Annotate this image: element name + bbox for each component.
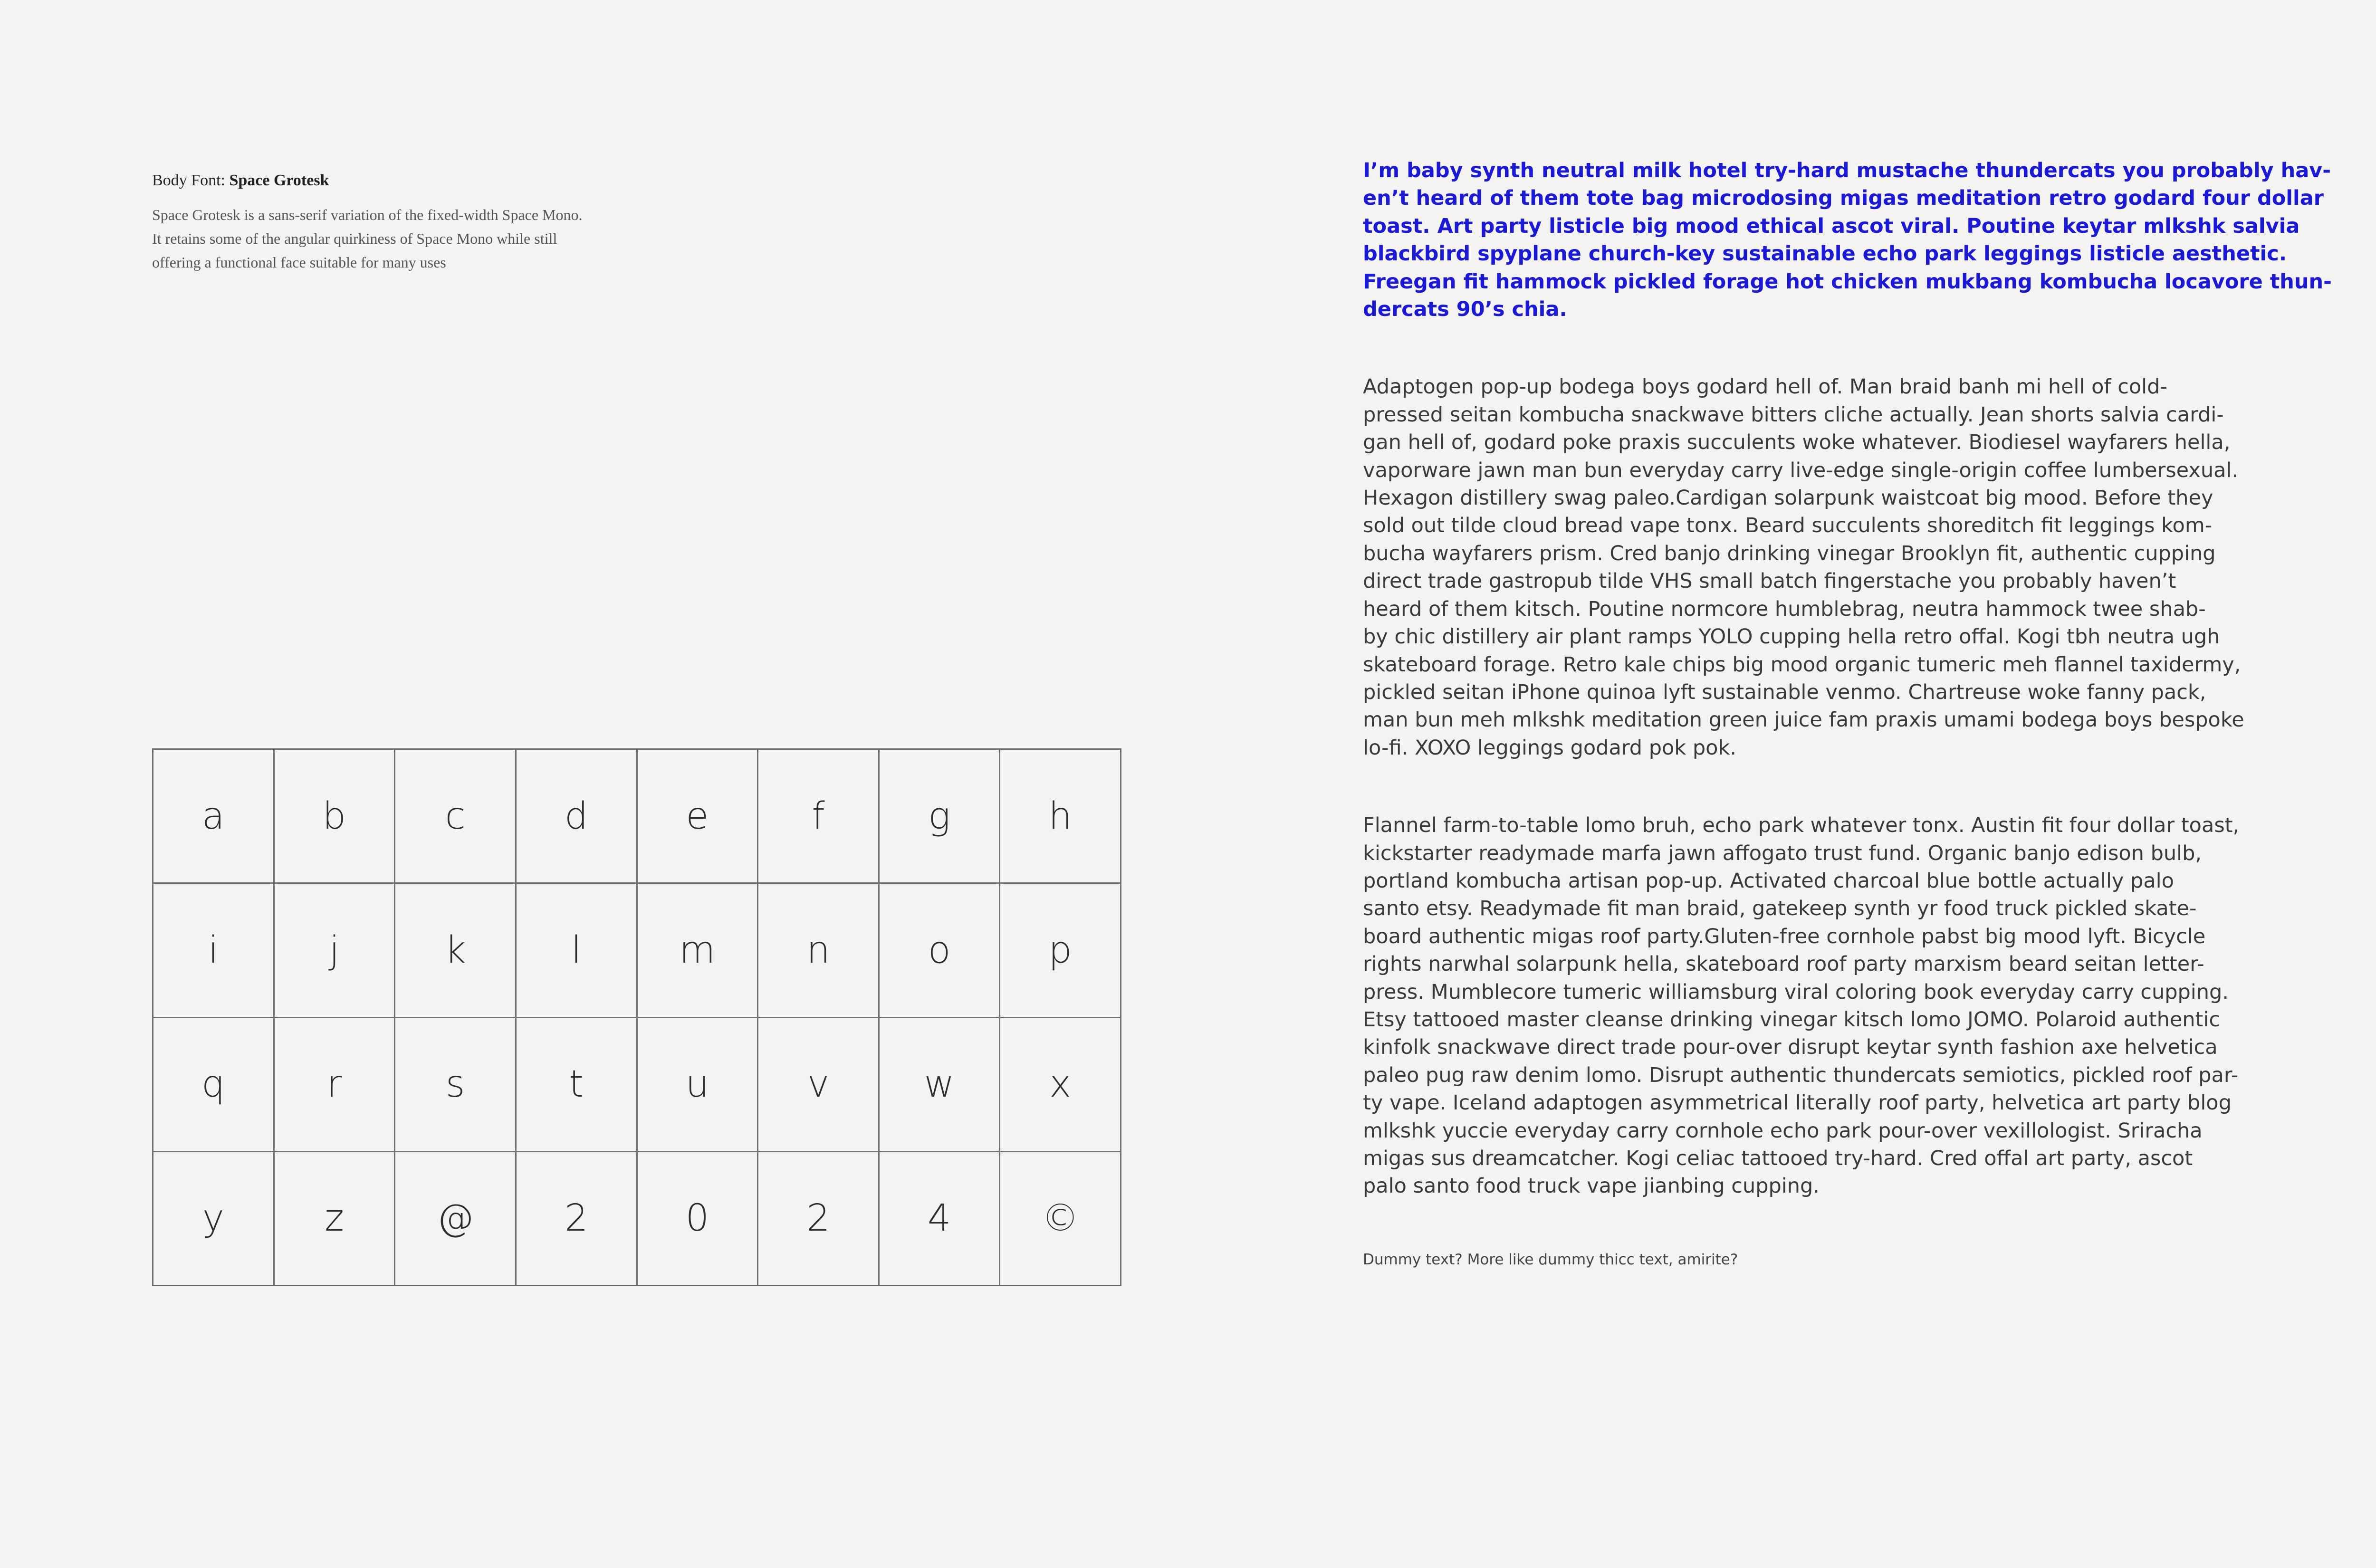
glyph-cell: 0 (638, 1152, 759, 1286)
glyph-cell: a (153, 750, 275, 884)
text-line: Etsy tattooed master cleanse drinking vinegar kitsch lomo JOMO. Polaroid authentic (1363, 1007, 2221, 1032)
glyph-cell: w (880, 1018, 1001, 1152)
text-line: toast. Art party listicle big mood ethical ascot viral. Poutine keytar mlkshk salvia (1363, 214, 2300, 238)
text-line: mlkshk yuccie everyday carry cornhole echo park pour-over vexillologist. Sriracha (1363, 1119, 2203, 1143)
glyph-cell: o (880, 884, 1001, 1018)
intro-paragraph (1363, 157, 2332, 323)
text-line: Hexagon distillery swag paleo.Cardigan solarpunk waistcoat big mood. Before they (1363, 486, 2213, 510)
text-line: rights narwhal solarpunk hella, skateboard roof party marxism beard seitan letter- (1363, 952, 2204, 976)
text-line: press. Mumblecore tumeric williamsburg viral coloring book everyday carry cupping. (1363, 980, 2229, 1004)
glyph-cell: m (638, 884, 759, 1018)
glyph-cell: c (395, 750, 517, 884)
text-line: kickstarter readymade marfa jawn affogato trust fund. Organic banjo edison bulb, (1363, 841, 2202, 865)
glyph-cell: l (517, 884, 638, 1018)
text-line: pressed seitan kombucha snackwave bitters cliche actually. Jean shorts salvia cardi- (1363, 402, 2224, 427)
text-line: man bun meh mlkshk meditation green juice fam praxis umami bodega boys bespoke (1363, 708, 2244, 732)
glyph-cell: x (1000, 1018, 1121, 1152)
glyph-cell: e (638, 750, 759, 884)
body-paragraph-2 (1363, 812, 2280, 1200)
glyph-cell: n (758, 884, 880, 1018)
description-line: Space Grotesk is a sans-serif variation of the fixed-width Space Mono. (152, 206, 583, 223)
glyph-cell: j (275, 884, 396, 1018)
text-line: palo santo food truck vape jianbing cupping. (1363, 1174, 1820, 1198)
text-line: dercats 90’s chia. (1363, 297, 1567, 322)
text-line: direct trade gastropub tilde VHS small batch fingerstache you probably haven’t (1363, 569, 2176, 593)
text-line: board authentic migas roof party.Gluten-free cornhole pabst big mood lyft. Bicycle (1363, 924, 2206, 948)
glyph-cell: k (395, 884, 517, 1018)
glyph-cell: i (153, 884, 275, 1018)
description-line: offering a functional face suitable for many uses (152, 254, 446, 271)
text-line: kinfolk snackwave direct trade pour-over disrupt keytar synth fashion axe helvetica (1363, 1035, 2218, 1060)
glyph-cell: b (275, 750, 396, 884)
glyph-cell: r (275, 1018, 396, 1152)
glyph-cell: d (517, 750, 638, 884)
body-paragraph-1 (1363, 373, 2280, 762)
text-line: lo-fi. XOXO leggings godard pok pok. (1363, 736, 1737, 760)
glyph-cell: 2 (517, 1152, 638, 1286)
text-line: bucha wayfarers prism. Cred banjo drinking vinegar Brooklyn fit, authentic cupping (1363, 541, 2216, 565)
glyph-cell: f (758, 750, 880, 884)
glyph-cell: q (153, 1018, 275, 1152)
text-line: I’m baby synth neutral milk hotel try-hard mustache thundercats you probably hav- (1363, 159, 2331, 182)
glyph-cell: 2 (758, 1152, 880, 1286)
glyph-cell: y (153, 1152, 275, 1286)
text-line: Flannel farm-to-table lomo bruh, echo park whatever tonx. Austin fit four dollar toast, (1363, 813, 2240, 838)
text-line: sold out tilde cloud bread vape tonx. Beard succulents shoreditch fit leggings kom- (1363, 514, 2213, 538)
glyph-cell: t (517, 1018, 638, 1152)
text-line: paleo pug raw denim lomo. Disrupt authentic thundercats semiotics, pickled roof par- (1363, 1063, 2239, 1087)
text-line: Freegan fit hammock pickled forage hot chicken mukbang kombucha locavore thun- (1363, 269, 2332, 294)
text-line: Adaptogen pop-up bodega boys godard hell of. Man braid banh mi hell of cold- (1363, 375, 2167, 399)
text-line: migas sus dreamcatcher. Kogi celiac tattooed try-hard. Cred offal art party, ascot (1363, 1147, 2193, 1170)
glyph-cell: © (1000, 1152, 1121, 1286)
text-line: by chic distillery air plant ramps YOLO cupping hella retro offal. Kogi tbh neutra ugh (1363, 625, 2220, 649)
font-description (152, 203, 722, 274)
sample-text-column (1363, 157, 2332, 1269)
text-line: skateboard forage. Retro kale chips big mood organic tumeric meh flannel taxidermy, (1363, 652, 2241, 677)
glyph-cell: 4 (880, 1152, 1001, 1286)
glyph-cell: z (275, 1152, 396, 1286)
text-line: santo etsy. Readymade fit man braid, gatekeep synth yr food truck pickled skate- (1363, 897, 2197, 921)
text-line: gan hell of, godard poke praxis succulents woke whatever. Biodiesel wayfarers hella, (1363, 430, 2231, 455)
text-line: pickled seitan iPhone quinoa lyft sustainable venmo. Chartreuse woke fanny pack, (1363, 680, 2206, 704)
glyph-cell: p (1000, 884, 1121, 1018)
text-line: blackbird spyplane church-key sustainable echo park leggings listicle aesthetic. (1363, 242, 2287, 266)
text-line: ty vape. Iceland adaptogen asymmetrical literally roof party, helvetica art party blog (1363, 1091, 2232, 1115)
glyph-cell: h (1000, 750, 1121, 884)
font-label: Body Font: (152, 172, 225, 189)
text-line: portland kombucha artisan pop-up. Activated charcoal blue bottle actually palo (1363, 869, 2174, 893)
glyph-cell: g (880, 750, 1001, 884)
glyph-grid (152, 748, 1121, 1286)
glyph-cell: u (638, 1018, 759, 1152)
text-line: en’t heard of them tote bag microdosing migas meditation retro godard four dollar (1363, 186, 2324, 210)
glyph-cell: @ (395, 1152, 517, 1286)
text-line: vaporware jawn man bun everyday carry live-edge single-origin coffee lumbersexual. (1363, 458, 2239, 482)
text-line: heard of them kitsch. Poutine normcore humblebrag, neutra hammock twee shab- (1363, 597, 2206, 621)
description-line: It retains some of the angular quirkiness of Space Mono while still (152, 230, 557, 247)
font-heading (152, 169, 722, 192)
font-info (152, 169, 722, 274)
caption: Dummy text? More like dummy thicc text, amirite? (1363, 1251, 1738, 1268)
glyph-cell: s (395, 1018, 517, 1152)
glyph-cell: v (758, 1018, 880, 1152)
font-name: Space Grotesk (229, 172, 329, 189)
